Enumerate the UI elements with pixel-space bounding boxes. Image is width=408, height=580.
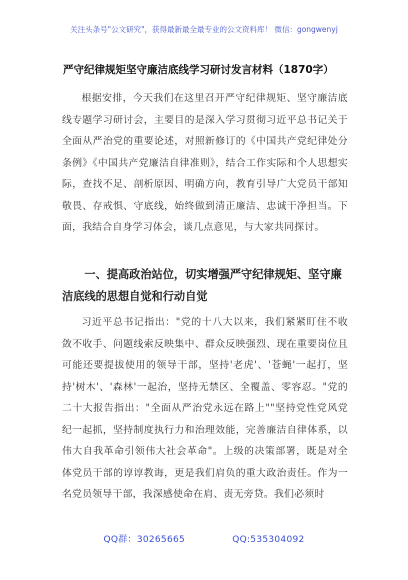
footer-qq-group: QQ群：30265665 [103,535,186,545]
footer-qq: QQ:535304092 [232,535,305,545]
header-banner [0,0,408,46]
header-banner-text: 关注头条号"公文研究"，获得最新最全最专业的公文资料库！ 微信：gongwenyj [70,25,338,34]
body-paragraph-1: 根据安排，今天我们在这里召开严守纪律规矩、坚守廉洁底线专题学习研讨会，主要目的是深入学习贯彻习近平总书记关于全面从严治党的重要论述，对照新修订的《中国共产党纪律处分条例》《中国共产党廉洁自律准则》，结合工作实际和个人思想实际，查找不足、剖析原因、明确方向，教育引导广大党员干部知敬畏、存戒惧、守底线，始终做到清正廉洁、忠诚干净担当。下面，我结合自身学习体会，谈几点意见，与大家共同探讨。 [62,93,348,233]
document-title: 严守纪律规矩坚守廉洁底线学习研讨发言材料（1870字） [63,64,334,76]
body-paragraph-2: 习近平总书记指出："党的十八大以来，我们紧紧盯住不收敛不收手、问题线索反映集中、群众反映强烈、现在重要岗位且可能还要提拔使用的领导干部，坚持'老虎'、'苍蝇'一起打，坚持'树木'、'森林'一起治，坚持无禁区、全覆盖、零容忍。"党的二十大报告指出："全面从严治党永远在路上""坚持党性党风党纪一起抓，坚持制度执行力和治理效能，完善廉洁自律体系，以伟大自我革命引领伟大社会革命"。上级的决策部署，既是对全体党员干部的谆谆教诲，更是我们肩负的重大政治责任。作为一名党员领导干部，我深感使命在肩、责无旁贷。我们必须时 [62,317,348,500]
footer-contact [0,532,408,545]
section-heading-1: 一、提高政治站位，切实增强严守纪律规矩、坚守廉洁底线的思想自觉和行动自觉 [62,268,342,303]
